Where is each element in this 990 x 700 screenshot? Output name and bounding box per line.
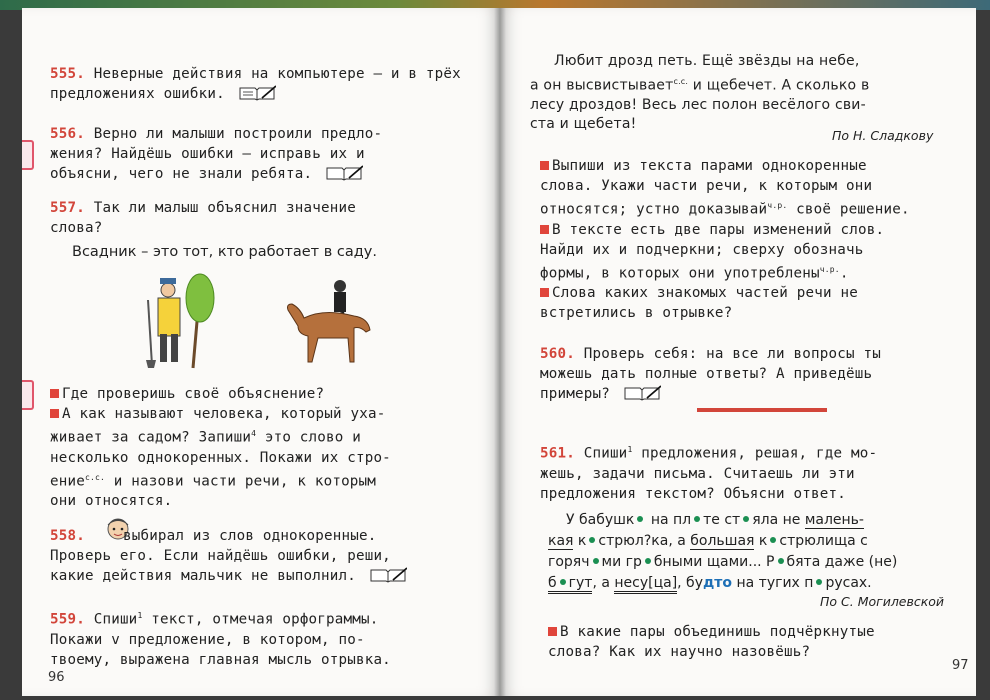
question-check [50, 384, 470, 404]
missing-letter-dot [770, 537, 776, 543]
poem-author: По Н. Сладкову [832, 128, 934, 143]
exercise-number: 557. [50, 200, 85, 216]
question-text: и назови части речи, к которым [105, 473, 377, 490]
question-text: они относятся. [50, 493, 173, 510]
underlined-word: малень- [804, 512, 864, 528]
footnote-marker: 1 [627, 445, 633, 454]
book-pencil-icon [369, 567, 407, 583]
exercise-text: Спиши [583, 445, 628, 462]
story-fragment: стрюлища с [779, 533, 868, 549]
task-text: . [839, 265, 849, 282]
poem-line: ста и щебета! [530, 116, 637, 133]
task-final [548, 622, 968, 662]
story-line [548, 552, 968, 573]
exercise-number: 556. [50, 126, 85, 142]
section-divider [697, 408, 827, 412]
exercise-number: 558. [50, 528, 85, 544]
story-fragment: яла не [752, 512, 805, 528]
page-number-right: 97 [952, 658, 969, 673]
exercise-text: слова? [50, 220, 103, 236]
exercise-text: Так ли малыш объяснил значение [93, 200, 356, 216]
footnote-marker: ч.р. [767, 201, 788, 210]
exercise-text: можешь дать полные ответы? А приведёшь [540, 366, 873, 382]
task-text: Слова каких знакомых частей речи не [552, 285, 858, 302]
task-text: формы, в которых они употреблены [540, 265, 820, 282]
exercise-555 [50, 64, 470, 104]
story-fragment: те ст [703, 512, 741, 528]
question-text: несколько однокоренных. Покажи их стро- [50, 449, 391, 466]
exercise-text: твоему, выражена главная мысль отрывка. [50, 651, 391, 668]
missing-letter-dot [694, 516, 700, 522]
story-line [548, 510, 968, 531]
poem-line: а он высвистывает [530, 77, 674, 94]
underlined-word: кая [548, 533, 574, 549]
red-square-marker [540, 288, 549, 297]
horse-rider-illustration [284, 278, 376, 366]
exercise-559 [50, 606, 470, 670]
exercise-text: Покажи v предложение, в котором, по- [50, 631, 365, 648]
exercise-text: объясни, чего не знали ребята. [50, 166, 313, 182]
left-page [22, 8, 500, 696]
exercise-text: предложения, решая, где мо- [632, 445, 878, 462]
book-spine [494, 8, 506, 696]
story-fragment: на тугих п [732, 575, 814, 591]
question-text: Где проверишь своё объяснение? [62, 386, 325, 402]
underlined-word: большая [690, 533, 755, 549]
story-author: По С. Могилевской [820, 594, 945, 609]
highlighted-fragment: дто [702, 575, 733, 591]
story-fragment: русах. [825, 575, 872, 591]
missing-letter-dot [743, 516, 749, 522]
missing-letter-dot [778, 558, 784, 564]
task-text: встретились в отрывке? [540, 305, 733, 322]
book-pencil-icon [623, 385, 661, 401]
story-fragment: горяч [548, 554, 590, 570]
task-text: Найди их и подчеркни; сверху обозначь [540, 241, 864, 258]
story-fragment: на пл [646, 512, 692, 528]
story-fragment: стрюл?ка, а [598, 533, 691, 549]
question-text: А как называют человека, который уха- [62, 406, 386, 422]
exercise-text: Проверь его. Если найдёшь ошибки, реши, [50, 548, 391, 564]
task-text: своё решение. [787, 201, 910, 218]
missing-letter-dot [637, 516, 643, 522]
footnote-marker: 4 [251, 429, 257, 438]
story-fragment: б [548, 575, 557, 591]
poem-line: Любит дрозд петь. Ещё звёзды на небе, [554, 53, 860, 69]
question-text: это слово и [256, 429, 361, 446]
exercise-556 [50, 124, 470, 184]
missing-letter-dot [589, 537, 595, 543]
story-fragment: , бу [677, 575, 703, 591]
story-fragment: бята даже (не) [786, 554, 898, 570]
task-text: слова? Как их научно назовёшь? [548, 644, 811, 660]
exercise-text: предложения текстом? Объясни ответ. [540, 485, 846, 502]
task-text: В тексте есть две пары изменений слов. [552, 221, 885, 238]
exercise-text: текст, отмечая орфограммы. [142, 611, 379, 628]
exercise-number: 560. [540, 346, 575, 362]
exercise-text: какие действия мальчик не выполнил. [50, 568, 356, 584]
exercise-557 [50, 198, 470, 238]
exercise-561 [540, 440, 965, 504]
story-line [548, 531, 968, 552]
poem-line: лесу дроздов! Весь лес полон весёлого сви- [530, 96, 866, 113]
story-fragment: бными щами... Р [653, 554, 775, 570]
double-underlined-word [548, 575, 592, 594]
poem-line: и щебечет. А сколько в [688, 77, 870, 94]
story-fragment: У бабушк [566, 512, 635, 528]
footnote-marker: 1 [137, 611, 143, 620]
task-text: относятся; устно доказывай [540, 201, 768, 218]
task-text: слова. Укажи части речи, к которым они [540, 178, 873, 194]
task-list [540, 156, 965, 323]
quote-text: Всадник – это тот, кто работает в саду. [72, 244, 377, 260]
question-text: живает за садом? Запиши [50, 429, 252, 446]
exercise-560 [540, 344, 965, 404]
gardener-illustration [138, 270, 218, 370]
missing-letter-dot [593, 558, 599, 564]
red-square-marker [50, 409, 59, 418]
story-fragment: , а [592, 575, 615, 591]
red-square-marker [540, 225, 549, 234]
exercise-text: жения? Найдёшь ошибки – исправь их и [50, 146, 365, 162]
footnote-marker: ч.р. [819, 264, 840, 274]
red-square-marker [50, 389, 59, 398]
exercise-number: 559. [50, 611, 85, 628]
page-tab-marker [22, 140, 34, 170]
book-pencil-icon [238, 85, 276, 101]
exercise-number: 561. [540, 445, 575, 462]
question-text: ение [50, 473, 85, 490]
task-text: В какие пары объединишь подчёркнутые [560, 624, 875, 640]
story-fragment: ми гр [601, 554, 642, 570]
story-fragment: к [754, 533, 768, 549]
double-underlined-word: несу[ца] [614, 575, 677, 594]
red-square-marker [548, 627, 557, 636]
exercise-text: Спиши [93, 611, 138, 628]
page-tab-marker [22, 380, 34, 410]
page-number-left: 96 [48, 670, 65, 685]
exercise-text: Проверь себя: на все ли вопросы ты [583, 346, 881, 362]
exercise-number: 555. [50, 66, 85, 82]
task-text: Выпиши из текста парами однокоренные [552, 158, 867, 174]
book-pencil-icon [325, 165, 363, 181]
footnote-marker: с.с. [673, 76, 689, 86]
missing-letter-dot [816, 579, 822, 585]
exercise-558 [50, 526, 470, 586]
exercise-text: примеры? [540, 386, 610, 402]
story-line [548, 573, 968, 594]
question-gardener [50, 404, 470, 511]
exercise-text: выбирал из слов однокоренные. [122, 528, 377, 544]
missing-letter-dot [645, 558, 651, 564]
poem-text [530, 52, 960, 135]
exercise-text: жешь, задачи письма. Считаешь ли эти [540, 465, 855, 482]
story-text [548, 510, 968, 594]
exercise-text: Неверные действия на компьютере – и в трёх предложениях ошибки. [50, 66, 461, 102]
story-fragment: гут [568, 575, 593, 591]
footnote-marker: с.с. [84, 472, 106, 482]
missing-letter-dot [560, 579, 566, 585]
story-fragment: к [573, 533, 587, 549]
red-square-marker [540, 161, 549, 170]
exercise-text: Верно ли малыши построили предло- [93, 126, 383, 142]
